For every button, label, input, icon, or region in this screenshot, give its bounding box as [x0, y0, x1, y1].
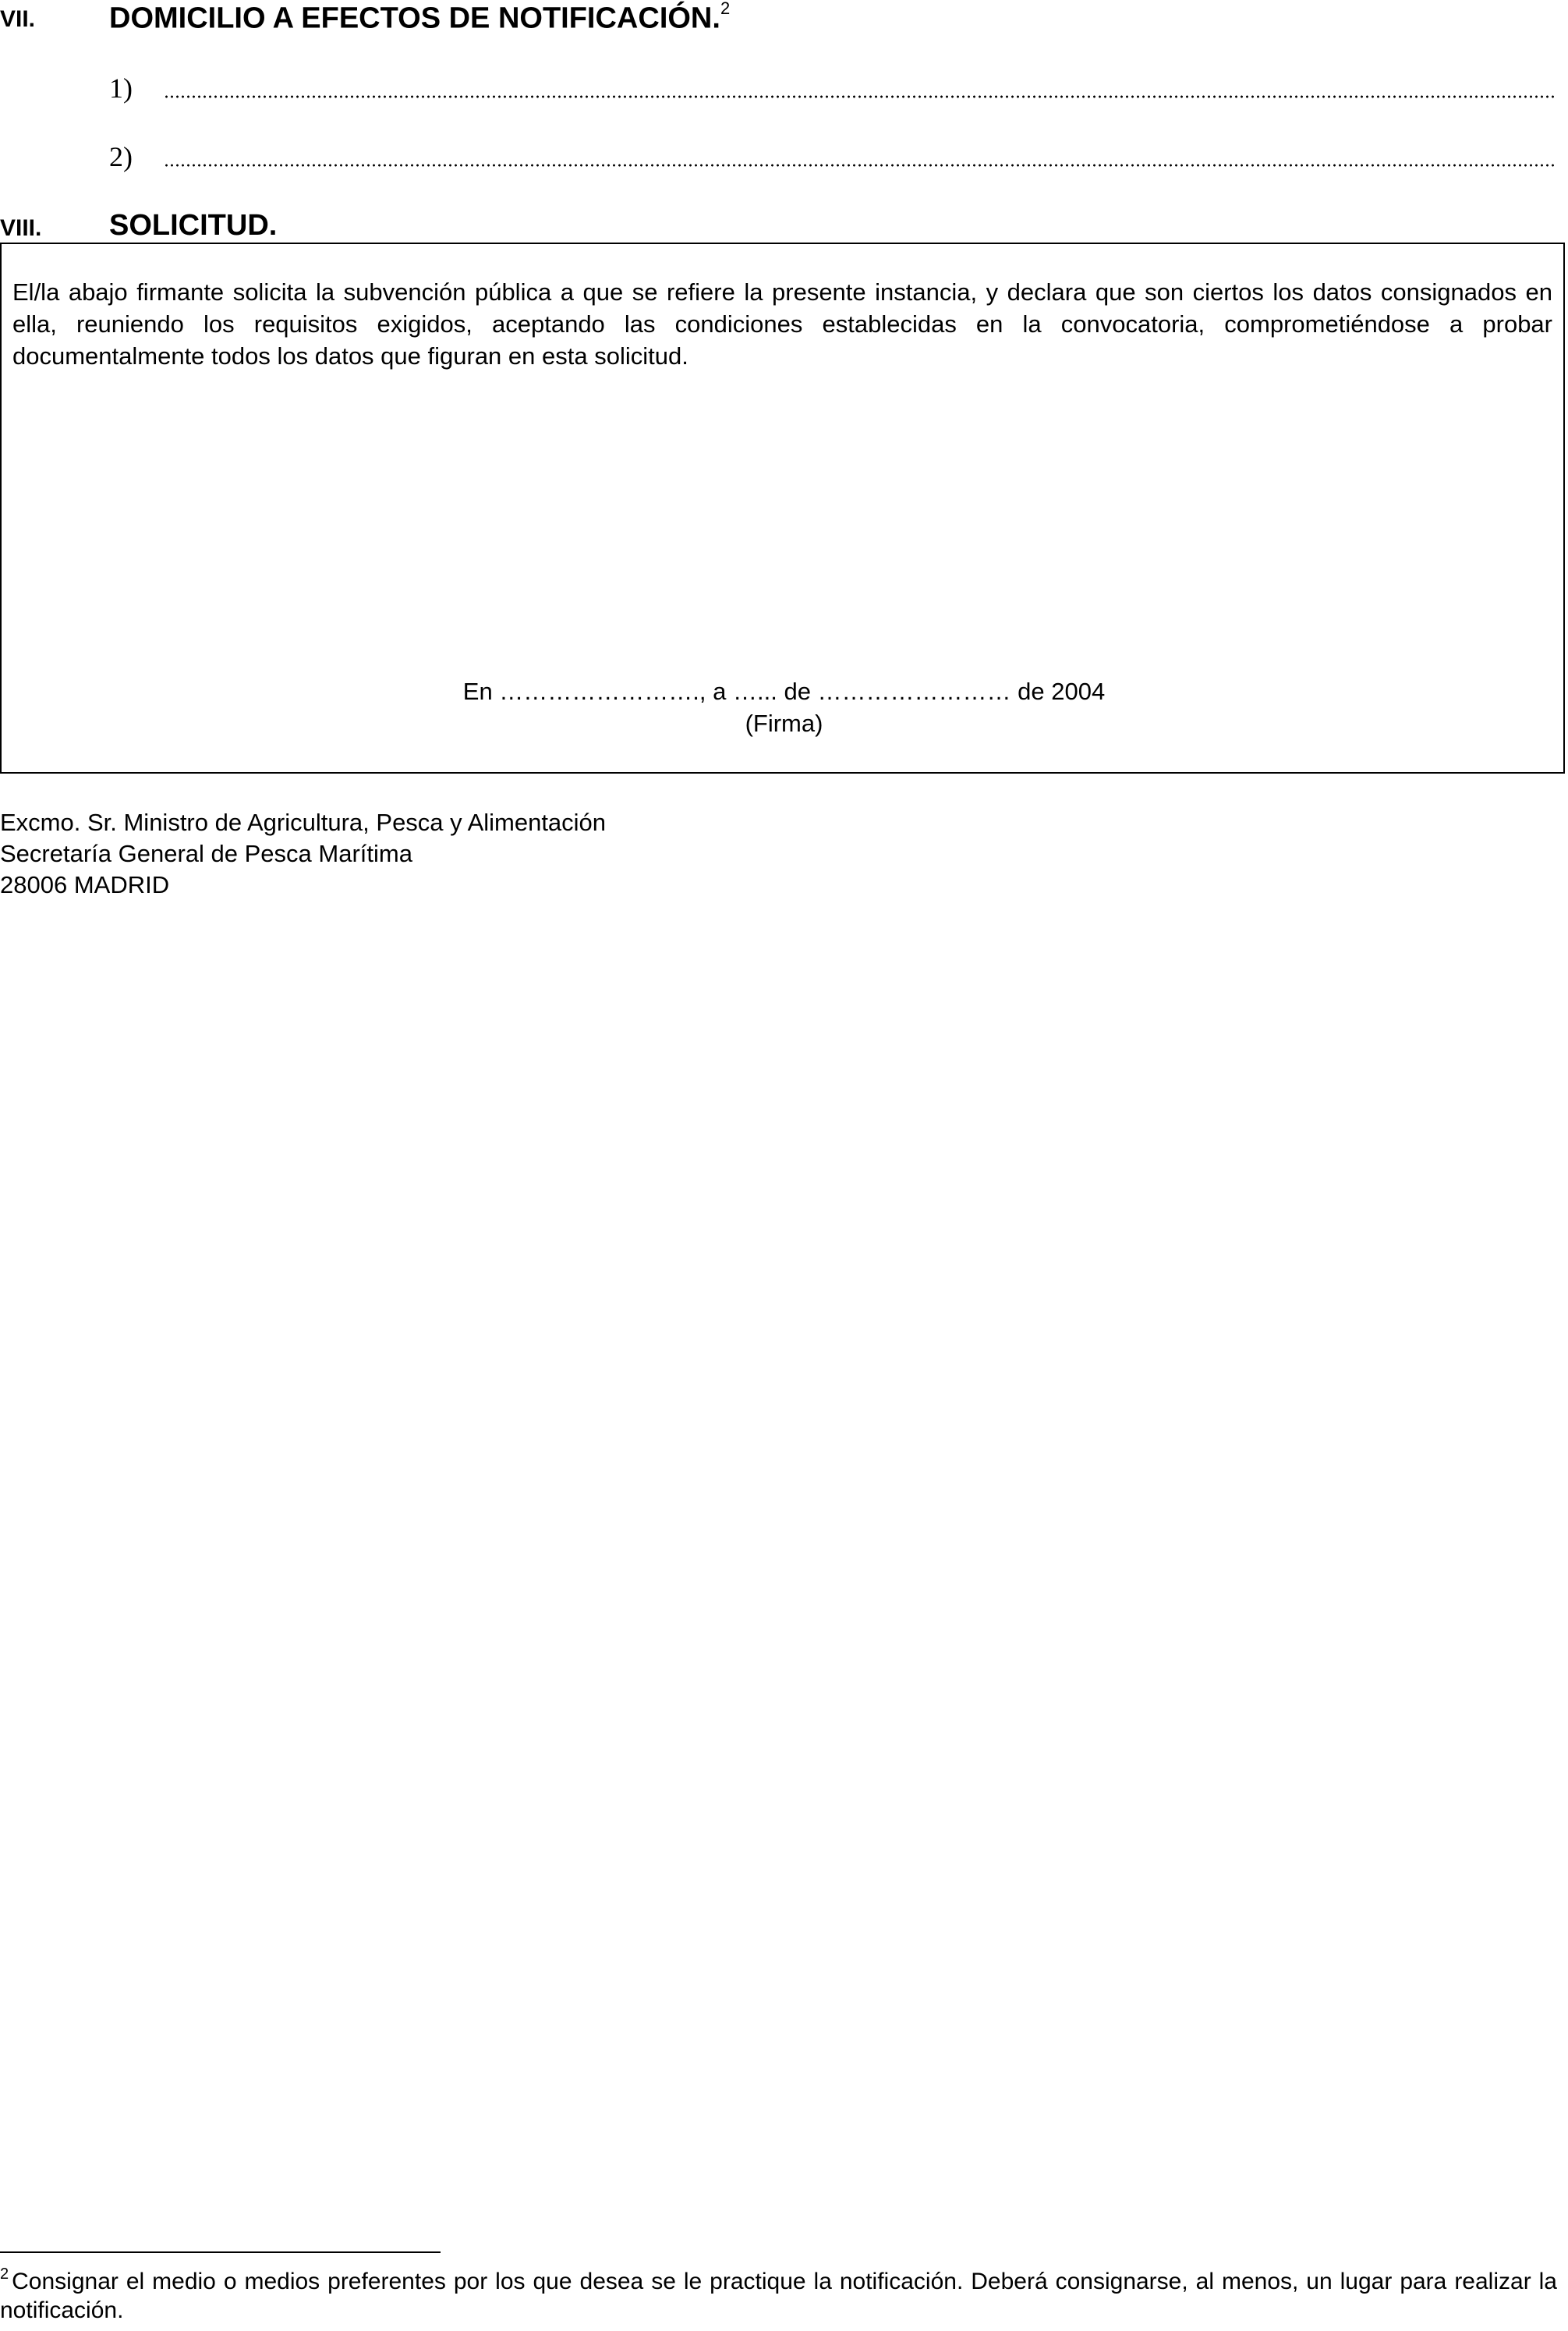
footnote-separator — [0, 2251, 441, 2253]
dotted-fill-line — [164, 164, 1554, 167]
section-7-title — [109, 2, 730, 36]
footnote-marker: 2 — [0, 2265, 9, 2283]
section-7-title-text: DOMICILIO A EFECTOS DE NOTIFICACIÓN. — [109, 2, 720, 35]
address-line-2 — [109, 140, 1554, 175]
section-8-title: SOLICITUD. — [109, 209, 278, 242]
solicitud-paragraph: El/la abajo firmante solicita la subvención pública a que se refiere la presente instancia, y declara que son ciertos los datos consignados en ella, reuniendo los requisitos exigidos, aceptando las condiciones establecidas en la convocatoria, comprometiéndose a probar documentalmente todos los datos que figuran en esta solicitud. — [12, 278, 1552, 370]
dotted-fill-line — [164, 95, 1554, 98]
section-7-number: VII. — [0, 6, 36, 32]
address-line-1 — [109, 72, 1554, 106]
address-line-2-number: 2) — [109, 141, 133, 172]
solicitud-box — [0, 243, 1565, 774]
footnote-text: Consignar el medio o medios preferentes por los que desea se le practique la notificación. Deberá consignarse, al menos, un lugar para realizar la notificación. — [0, 2269, 1557, 2323]
place-date-line: En ……………………., a …... de …………………… de 2004 — [462, 678, 1106, 705]
section-8-number: VIII. — [0, 215, 42, 241]
addressee-block — [0, 807, 606, 901]
addressee-line-1: Excmo. Sr. Ministro de Agricultura, Pesca y Alimentación — [0, 809, 607, 836]
footnote-ref: 2 — [720, 0, 731, 18]
addressee-line-3: 28006 MADRID — [0, 871, 170, 898]
footnote — [0, 2262, 1557, 2325]
addressee-line-2: Secretaría General de Pesca Marítima — [0, 840, 412, 867]
signature-label: (Firma) — [745, 710, 823, 737]
address-line-1-number: 1) — [109, 73, 133, 104]
